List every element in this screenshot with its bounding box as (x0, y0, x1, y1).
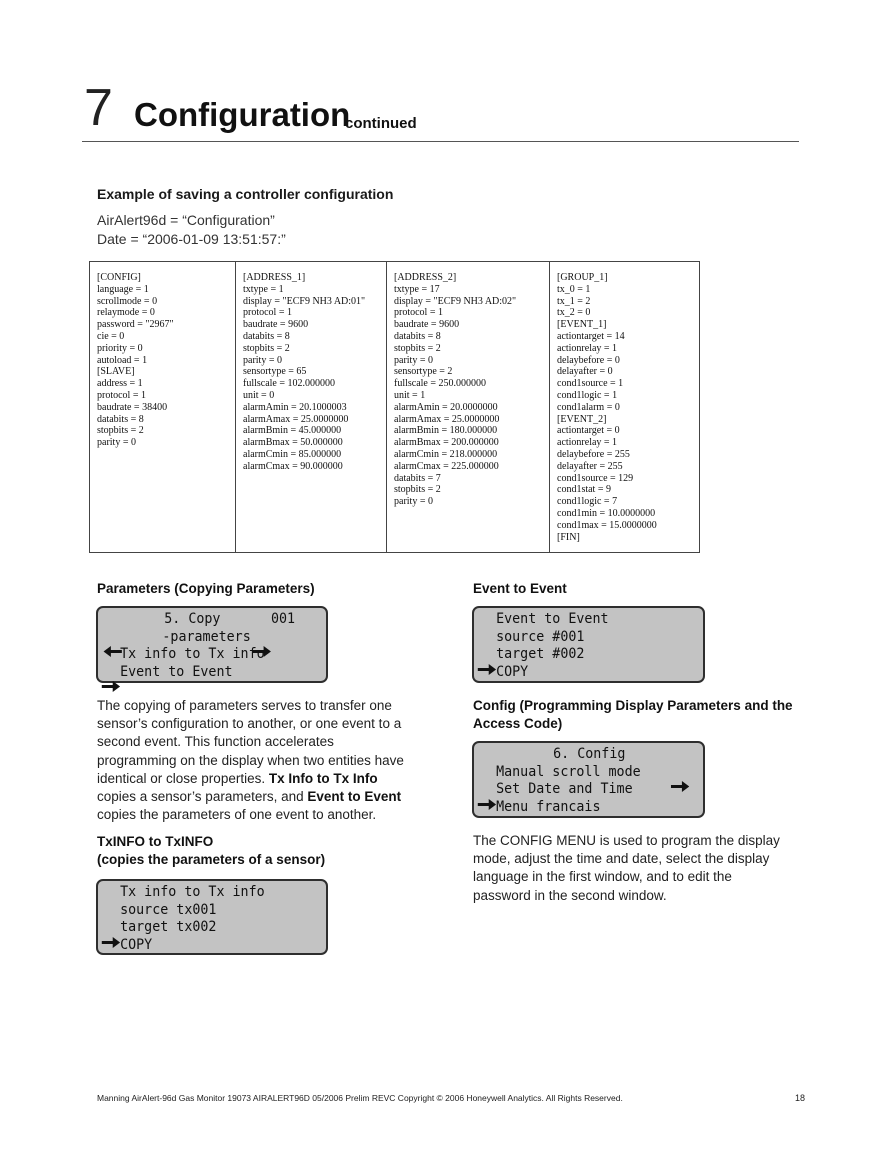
config-line: cie = 0 (97, 330, 125, 342)
config-line: fullscale = 250.000000 (394, 378, 487, 390)
config-line: tx_0 = 1 (557, 283, 591, 295)
config-column (550, 262, 699, 552)
config-line: alarmCmin = 85.000000 (243, 448, 342, 460)
config-line: databits = 8 (243, 330, 290, 342)
config-line: delaybefore = 255 (557, 448, 630, 460)
config-line: txtype = 1 (243, 283, 284, 295)
config-line: alarmAmax = 25.0000000 (394, 413, 500, 425)
config-line: unit = 1 (394, 389, 426, 401)
lcd-value: 001 (270, 611, 296, 627)
lcd-line: target #002 (496, 646, 585, 662)
config-line: delayafter = 255 (557, 460, 623, 472)
lcd-line: 6. Config (553, 746, 626, 762)
example-heading: Example of saving a controller configuration (97, 186, 394, 202)
config-line: parity = 0 (394, 354, 433, 366)
example-line-2: Date = “2006-01-09 13:51:57:” (97, 231, 286, 247)
config-line: cond1logic = 1 (557, 389, 618, 401)
chapter-number: 7 (84, 79, 113, 137)
config-line: actionrelay = 1 (557, 342, 618, 354)
config-line: alarmCmin = 218.000000 (394, 448, 498, 460)
config-column (90, 262, 236, 552)
config-line: [FIN] (557, 531, 580, 543)
section-title-config: Config (Programming Display Parameters and the (473, 698, 793, 713)
config-line: [GROUP_1] (557, 272, 608, 283)
config-line: databits = 7 (394, 472, 441, 484)
config-line: cond1max = 15.0000000 (557, 519, 657, 531)
config-line: baudrate = 9600 (243, 319, 309, 331)
config-line: language = 1 (97, 283, 149, 295)
section-title-txinfo: TxINFO to TxINFO (97, 834, 214, 849)
lcd-line: Menu francais (496, 798, 601, 815)
config-line: cond1logic = 7 (557, 496, 618, 508)
section-subtitle-config: Access Code) (473, 716, 563, 731)
arrow-right-icon (478, 629, 496, 640)
config-line: baudrate = 9600 (394, 319, 460, 331)
lcd-line: -parameters (162, 628, 251, 645)
config-line: alarmBmin = 45.000000 (243, 425, 342, 437)
config-line: alarmAmin = 20.1000003 (243, 401, 347, 413)
arrow-right-icon (671, 746, 689, 757)
config-line: stopbits = 2 (243, 342, 290, 354)
config-line: stopbits = 2 (394, 342, 441, 354)
config-line: parity = 0 (97, 437, 136, 449)
footer-text: Manning AirAlert-96d Gas Monitor 19073 AIRALERT96D 05/2006 Prelim REVC Copyright © 2006 Honeywell Analytics. All Rights Reserved. (97, 1093, 623, 1103)
config-line: scrollmode = 0 (97, 295, 158, 307)
lcd-line: Manual scroll mode (496, 763, 641, 780)
lcd-event-to-event (472, 606, 705, 683)
lcd-line: COPY (496, 663, 529, 680)
config-line: cond1alarm = 0 (557, 401, 620, 413)
config-line: alarmBmax = 200.000000 (394, 437, 499, 449)
lcd-line: Tx info to Tx info (120, 646, 265, 662)
config-line: delaybefore = 0 (557, 354, 620, 366)
config-line: alarmBmax = 50.000000 (243, 437, 343, 449)
config-line: tx_1 = 2 (557, 295, 591, 307)
config-line: [ADDRESS_2] (394, 272, 457, 283)
arrow-right-icon (102, 902, 120, 913)
example-line-1: AirAlert96d = “Configuration” (97, 212, 275, 228)
config-paragraph: The CONFIG MENU is used to program the display mode, adjust the time and date, select the display language in the first window, and to edit the password in the second window. (473, 833, 780, 903)
config-line: tx_2 = 0 (557, 307, 591, 319)
config-line: password = "2967" (97, 319, 174, 331)
config-line: [EVENT_1] (557, 319, 607, 331)
config-line: alarmAmax = 25.0000000 (243, 413, 349, 425)
section-subtitle-txinfo: (copies the parameters of a sensor) (97, 852, 326, 867)
lcd-line: 5. Copy (164, 611, 221, 627)
config-line: alarmBmin = 180.000000 (394, 425, 498, 437)
config-line: cond1stat = 9 (557, 484, 611, 496)
copy-params-paragraph: The copying of parameters serves to transfer one sensor’s configuration to another, or one event to a second event. This function accelerates programming on the display when two entities have identical or close properties. Tx Info to Tx Info copies a sensor’s parameters, and Event to Event copies the parameters of one event to another. (97, 698, 404, 823)
config-line: parity = 0 (243, 354, 282, 366)
config-line: display = "ECF9 NH3 AD:01" (243, 295, 366, 307)
config-line: priority = 0 (97, 342, 143, 354)
section-title-copy-params: Parameters (Copying Parameters) (97, 581, 315, 596)
lcd-line: Set Date and Time (496, 781, 633, 797)
config-line: [EVENT_2] (557, 413, 607, 425)
config-line: [CONFIG] (97, 272, 141, 283)
lcd-config (472, 741, 705, 818)
config-column (387, 262, 550, 552)
lcd-line: source tx001 (120, 901, 217, 918)
config-line: databits = 8 (97, 413, 144, 425)
arrow-left-icon (104, 611, 122, 622)
config-line: stopbits = 2 (394, 484, 441, 496)
config-line: actiontarget = 0 (557, 425, 620, 437)
config-line: [SLAVE] (97, 366, 135, 378)
config-table (89, 261, 700, 553)
lcd-line: source #001 (496, 628, 585, 645)
chapter-continued: continued (345, 115, 417, 132)
config-line: display = "ECF9 NH3 AD:02" (394, 295, 517, 307)
config-line: cond1source = 1 (557, 378, 624, 390)
config-line: sensortype = 65 (243, 366, 307, 378)
config-line: actiontarget = 14 (557, 330, 625, 342)
lcd-line: target tx002 (120, 919, 217, 935)
config-line: alarmCmax = 225.000000 (394, 460, 499, 472)
config-line: relaymode = 0 (97, 307, 155, 319)
lcd-line: Tx info to Tx info (120, 884, 265, 900)
config-line: parity = 0 (394, 496, 433, 508)
config-line: protocol = 1 (243, 307, 292, 319)
config-line: address = 1 (97, 378, 143, 390)
section-title-event-to-event: Event to Event (473, 581, 567, 596)
config-line: [ADDRESS_1] (243, 272, 306, 283)
config-line: txtype = 17 (394, 283, 440, 295)
config-column (236, 262, 387, 552)
config-line: unit = 0 (243, 389, 275, 401)
arrow-right-icon (102, 646, 120, 657)
arrow-right-icon (478, 764, 496, 775)
config-line: sensortype = 2 (394, 366, 453, 378)
config-line: actionrelay = 1 (557, 437, 618, 449)
lcd-txinfo (96, 879, 328, 955)
config-line: databits = 8 (394, 330, 441, 342)
chapter-title: Configuration (134, 96, 351, 133)
config-line: stopbits = 2 (97, 425, 144, 437)
config-line: protocol = 1 (97, 389, 146, 401)
config-line: autoload = 1 (97, 354, 148, 366)
config-line: baudrate = 38400 (97, 401, 168, 413)
config-line: protocol = 1 (394, 307, 443, 319)
config-line: cond1min = 10.0000000 (557, 507, 656, 519)
config-line: alarmCmax = 90.000000 (243, 460, 343, 472)
lcd-line: Event to Event (120, 663, 233, 680)
config-line: cond1source = 129 (557, 472, 634, 484)
arrow-right-icon (253, 611, 271, 622)
page-number: 18 (795, 1093, 806, 1103)
config-line: alarmAmin = 20.0000000 (394, 401, 498, 413)
config-line: fullscale = 102.000000 (243, 378, 336, 390)
lcd-line: COPY (120, 936, 153, 953)
config-line: delayafter = 0 (557, 366, 613, 378)
header-rule (82, 141, 799, 142)
lcd-copy-params (96, 606, 328, 683)
lcd-line: Event to Event (496, 611, 609, 627)
